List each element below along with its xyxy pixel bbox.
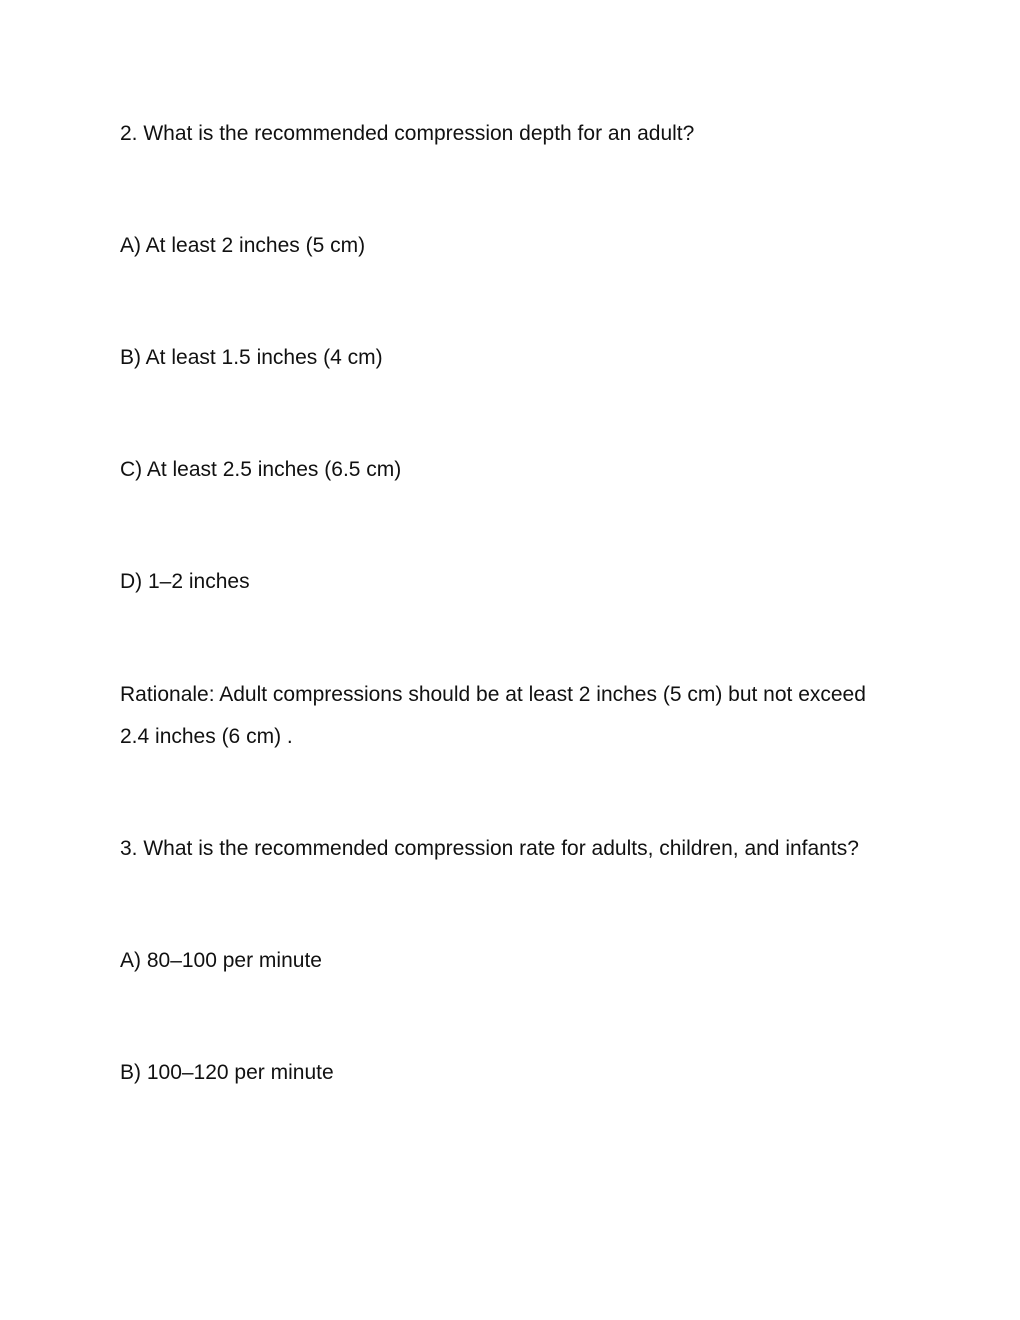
question-2-option-c: C) At least 2.5 inches (6.5 cm)	[120, 458, 402, 481]
question-3-prompt: 3. What is the recommended compression rate for adults, children, and infants?	[120, 837, 859, 860]
question-2-rationale-line-2: 2.4 inches (6 cm) .	[120, 725, 293, 748]
question-2-rationale-line-1: Rationale: Adult compressions should be at least 2 inches (5 cm) but not exceed	[120, 683, 866, 706]
question-3-option-b: B) 100–120 per minute	[120, 1061, 334, 1084]
question-2-option-a: A) At least 2 inches (5 cm)	[120, 234, 366, 257]
question-2-option-d: D) 1–2 inches	[120, 570, 250, 593]
question-2-prompt: 2. What is the recommended compression depth for an adult?	[120, 122, 695, 145]
question-3-option-a: A) 80–100 per minute	[120, 949, 322, 972]
question-2-option-b: B) At least 1.5 inches (4 cm)	[120, 346, 383, 369]
